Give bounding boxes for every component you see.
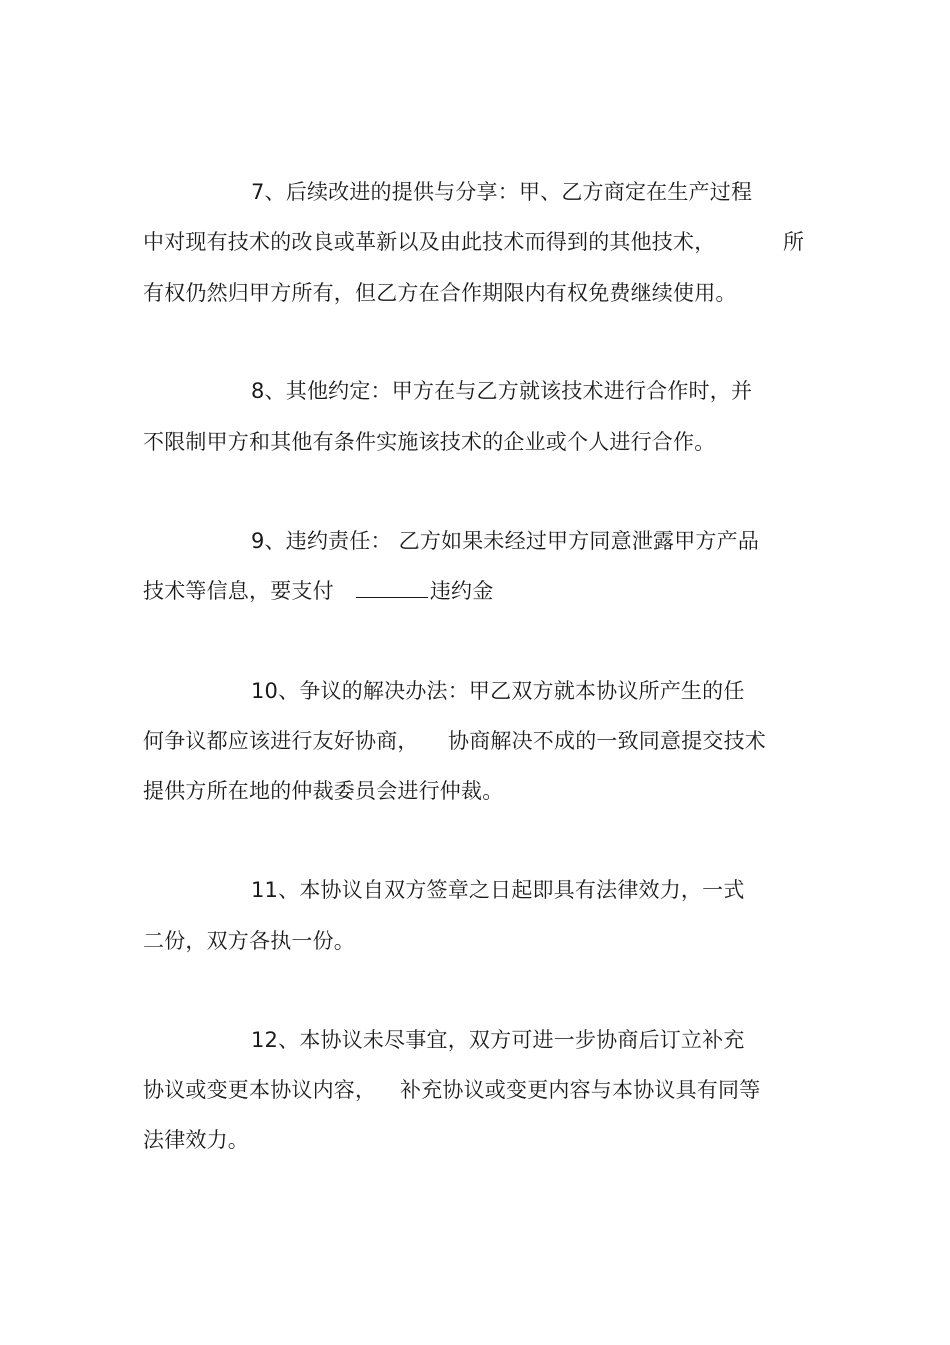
clause-8-line-1: 8、其他约定：甲方在与乙方就该技术进行合作时，并	[251, 379, 753, 403]
clause-8-line-2: 不限制甲方和其他有条件实施该技术的企业或个人进行合作。	[143, 430, 716, 454]
clause-10-line-2: 何争议都应该进行友好协商，	[143, 729, 419, 753]
penalty-amount-blank	[356, 577, 428, 598]
clause-12-line-1: 12、本协议未尽事宜，双方可进一步协商后订立补充	[251, 1028, 745, 1052]
clause-11-line-2: 二份，双方各执一份。	[143, 929, 355, 953]
clause-9-line-2-tail: 违约金	[429, 579, 494, 603]
clause-7-line-1: 7、后续改进的提供与分享：甲、乙方商定在生产过程	[251, 180, 753, 204]
clause-10-line-3: 提供方所在地的仲裁委员会进行仲裁。	[143, 779, 504, 803]
clause-9-line-2	[143, 577, 493, 605]
clause-7-line-2-tail: 所	[783, 230, 805, 254]
clause-10-line-1: 10、争议的解决办法：甲乙双方就本协议所产生的任	[251, 679, 745, 703]
clause-7-line-3: 有权仍然归甲方所有，但乙方在合作期限内有权免费继续使用。	[143, 281, 737, 305]
clause-11-line-1: 11、本协议自双方签章之日起即具有法律效力，一式	[251, 878, 745, 902]
clause-12-line-2-tail: 补充协议或变更内容与本协议具有同等	[400, 1078, 761, 1102]
clause-10-line-2-tail: 协商解决不成的一致同意提交技术	[448, 729, 766, 753]
clause-12-line-3: 法律效力。	[143, 1128, 249, 1152]
clause-9-line-1: 9、违约责任： 乙方如果未经过甲方同意泄露甲方产品	[251, 529, 760, 553]
clause-9-line-2-text: 技术等信息，要支付	[143, 579, 334, 603]
clause-12-line-2: 协议或变更本协议内容，	[143, 1078, 377, 1102]
clause-7-line-2: 中对现有技术的改良或革新以及由此技术而得到的其他技术，	[143, 230, 716, 254]
